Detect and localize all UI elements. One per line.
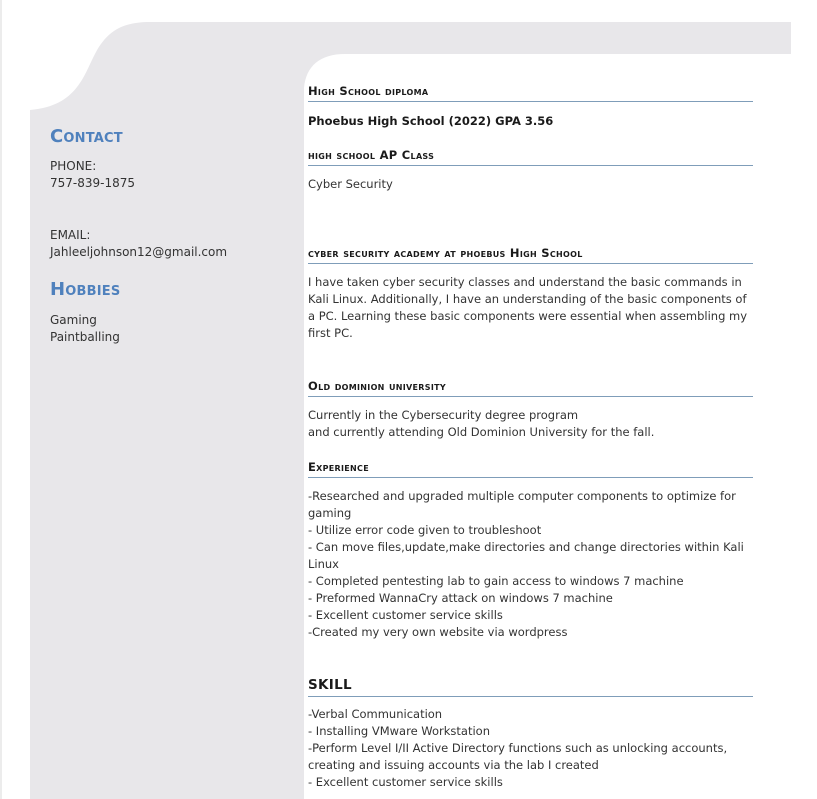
diploma-detail: Phoebus High School (2022) GPA 3.56 [308,114,554,128]
odu-line: and currently attending Old Dominion University for the fall. [308,425,655,439]
odu-heading: Old dominion university [308,379,753,397]
skill-heading: SKILL [308,677,753,697]
phone-label: PHONE: [50,159,97,173]
experience-item: - Preformed WannaCry attack on windows 7 machine [308,591,613,605]
email-value: Jahleeljohnson12@gmail.com [50,245,228,259]
hobby-item: Paintballing [50,330,120,344]
email-label: EMAIL: [50,228,91,242]
academy-paragraph: I have taken cyber security classes and understand the basic commands in Kali Linux. Additionally, I have an understanding of the basic components of a PC. Learning these basic components were essential when assembling my first PC. [308,275,748,340]
hobby-item: Gaming [50,313,97,327]
diploma-heading: High School diploma [308,84,753,102]
odu-details [308,407,754,441]
skill-list [308,706,754,791]
phone-value: 757-839-1875 [50,176,136,190]
skill-item: -Verbal Communication [308,707,443,721]
odu-line: Currently in the Cybersecurity degree program [308,408,579,422]
skill-item: - Installing VMware Workstation [308,724,491,738]
academy-heading: cyber security academy at phoebus High School [308,246,753,264]
experience-heading: Experience [308,460,753,478]
ap-class-detail: Cyber Security [308,177,393,191]
experience-item: Linux [308,557,339,571]
skill-item: - Excellent customer service skills [308,775,503,789]
experience-item: - Excellent customer service skills [308,608,503,622]
contact-heading: Contact [50,126,123,147]
hobbies-heading: Hobbies [50,279,121,300]
experience-item: -Researched and upgraded multiple computer components to optimize for [308,489,736,503]
academy-description [308,274,754,342]
skill-item: creating and issuing accounts via the lab I created [308,758,599,772]
experience-item: - Can move files,update,make directories and change directories within Kali [308,540,744,554]
ap-class-heading: high school AP Class [308,148,753,166]
skill-item: -Perform Level I/II Active Directory functions such as unlocking accounts, [308,741,728,755]
experience-item: - Completed pentesting lab to gain access to windows 7 machine [308,574,684,588]
experience-list [308,488,754,641]
experience-item: - Utilize error code given to troubleshoot [308,523,542,537]
experience-item: gaming [308,506,352,520]
experience-item: -Created my very own website via wordpress [308,625,568,639]
